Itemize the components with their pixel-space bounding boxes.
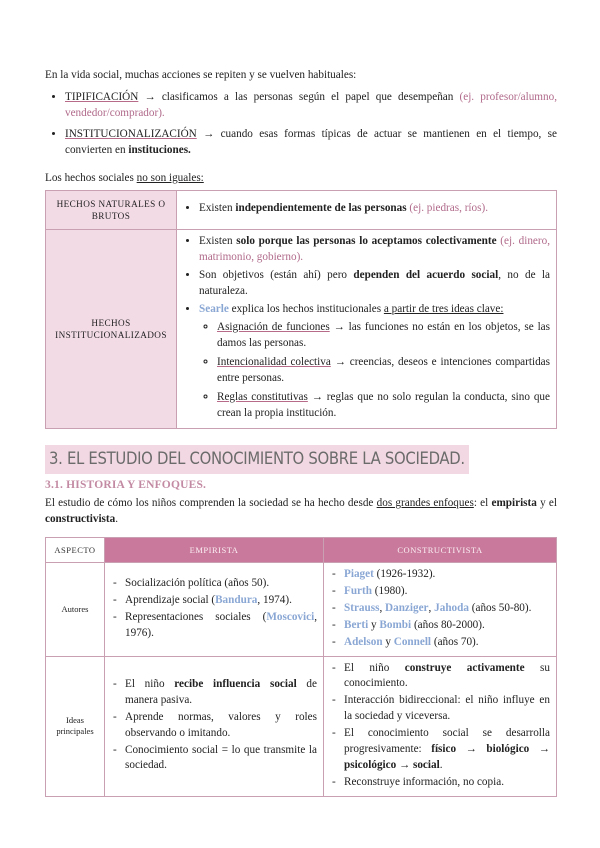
header-aspecto: ASPECTO: [46, 537, 105, 562]
cell-constructivista-autores: [324, 562, 557, 656]
lead-paragraph: [45, 496, 557, 528]
text: (1926-1932).: [373, 567, 436, 580]
hechos-lead-text: Los hechos sociales: [45, 171, 137, 184]
concept-list: [45, 90, 557, 159]
list-item: [199, 302, 550, 421]
ideas-list: [199, 320, 550, 421]
tipificacion-text: → clasificamos a las personas según el papel que desempeñan: [138, 90, 460, 103]
text: El niño: [125, 677, 175, 690]
page-content: [45, 68, 557, 797]
author-piaget: Piaget: [344, 567, 374, 580]
example-text: (ej. piedras, ríos).: [406, 202, 489, 215]
list-item: [125, 743, 317, 775]
text: Conocimiento social = lo que transmite la sociedad.: [125, 743, 317, 772]
idea-text: → creencias, deseos e intenciones compartidas entre personas.: [217, 355, 550, 384]
term-institucionalizacion: INSTITUCIONALIZACIÓN: [65, 127, 197, 140]
list-item: [199, 268, 550, 300]
text: ,: [379, 601, 386, 614]
bold-text: construye activamente: [404, 661, 525, 674]
author-connell: Connell: [393, 635, 432, 648]
list-item: [344, 567, 550, 583]
text: , 1974).: [257, 593, 292, 606]
text: Interacción bidireccional: el niño influye en la sociedad y viceversa.: [344, 694, 550, 723]
tipificacion-example: (ej. profesor/alumno, vendedor/comprador).: [65, 90, 557, 119]
underlined-text: dos grandes enfoques: [376, 497, 474, 510]
row-content-institucionalizados: [177, 230, 557, 429]
text: su conocimiento.: [344, 661, 550, 690]
list-item: [217, 390, 550, 422]
bold-text: constructivista: [45, 513, 116, 526]
text: Existen: [199, 235, 237, 248]
list-item: [344, 601, 550, 617]
list-item: [125, 610, 317, 642]
text: (años 70).: [431, 635, 479, 648]
author-bombi: Bombi: [379, 618, 412, 631]
text: Socialización política (años 50).: [125, 576, 270, 589]
list-item: [344, 775, 550, 791]
text: , no de la naturaleza.: [199, 269, 551, 298]
row-label-autores: Autores: [46, 562, 105, 656]
text: Reconstruye información, no copia.: [344, 775, 504, 788]
text: El conocimiento social se desarrolla progresivamente:: [344, 727, 550, 756]
institucionalizacion-bold: instituciones.: [128, 143, 191, 156]
idea-text: → las funciones no están en los objetos, se las damos las personas.: [217, 320, 550, 349]
text: ,: [428, 601, 435, 614]
text: .: [439, 758, 443, 771]
hechos-lead: [45, 171, 557, 187]
text: (años 50-80).: [468, 601, 532, 614]
idea-term: Intencionalidad colectiva: [217, 355, 331, 368]
list-item-institucionalizacion: [65, 127, 557, 159]
text: y: [368, 618, 380, 631]
table-row: [46, 191, 557, 230]
list-item: [199, 201, 550, 217]
author-strauss: Strauss: [344, 601, 380, 614]
bold-text: empirista: [491, 497, 537, 510]
table-row: [46, 656, 557, 796]
subsection-title: 3.1. HISTORIA Y ENFOQUES.: [45, 478, 207, 491]
bold-text: recibe influencia social: [174, 677, 297, 690]
list-item: [344, 726, 550, 774]
row-label-naturales: HECHOS NATURALES O BRUTOS: [46, 191, 177, 230]
author-searle: Searle: [199, 303, 229, 316]
table-row: [46, 562, 557, 656]
section-title: 3. EL ESTUDIO DEL CONOCIMIENTO SOBRE LA SOCIEDAD.: [45, 445, 469, 473]
table-row: [46, 230, 557, 429]
text: , 1976).: [125, 610, 317, 639]
list-item-tipificacion: [65, 90, 557, 122]
intro-paragraph: En la vida social, muchas acciones se repiten y se vuelven habituales:: [45, 69, 357, 81]
list-item: [344, 584, 550, 600]
author-furth: Furth: [344, 584, 372, 597]
text: Aprendizaje social (: [125, 593, 216, 606]
row-label-institucionalizados: HECHOS INSTITUCIONALIZADOS: [46, 230, 177, 429]
header-empirista: EMPIRISTA: [105, 537, 324, 562]
author-moscovici: Moscovici: [266, 610, 315, 623]
list-item: [344, 635, 550, 651]
list-item: [125, 677, 317, 709]
row-content-naturales: [177, 191, 557, 230]
text: : el: [473, 497, 492, 510]
text: (años 80-2000).: [411, 618, 485, 631]
bold-text: físico → biológico → psicológico → social: [344, 743, 550, 771]
list-item: [344, 661, 550, 693]
row-label-ideas: Ideas principales: [46, 656, 105, 796]
example-text: (ej. dinero, matrimonio, gobierno).: [199, 235, 550, 264]
term-tipificacion: TIPIFICACIÓN: [65, 90, 139, 103]
table-header-row: [46, 537, 557, 562]
text: y el: [536, 497, 558, 510]
bold-text: solo porque las personas lo aceptamos colectivamente: [236, 235, 497, 248]
text: Existen: [199, 202, 236, 215]
bold-text: dependen del acuerdo social: [353, 269, 499, 282]
list-item: [217, 355, 550, 387]
text: y: [382, 635, 394, 648]
text: Son objetivos (están ahí) pero: [199, 269, 354, 282]
idea-term: Asignación de funciones: [217, 320, 330, 333]
text: explica los hechos institucionales: [228, 303, 384, 316]
cell-constructivista-ideas: [324, 656, 557, 796]
text: El estudio de cómo los niños comprenden la sociedad se ha hecho desde: [45, 497, 377, 510]
text: de manera pasiva.: [125, 677, 317, 706]
text: Representaciones sociales (: [125, 610, 267, 623]
author-bandura: Bandura: [215, 593, 258, 606]
list-item: [344, 618, 550, 634]
text: .: [115, 513, 119, 526]
author-jahoda: Jahoda: [434, 601, 469, 614]
list-item: [125, 576, 317, 592]
cell-empirista-autores: [105, 562, 324, 656]
hechos-table: [45, 190, 557, 429]
list-item: [217, 320, 550, 352]
text: (1980).: [371, 584, 408, 597]
text: El niño: [344, 661, 405, 674]
hechos-lead-underlined: no son iguales:: [136, 171, 204, 184]
author-berti: Berti: [344, 618, 369, 631]
underlined-text: a partir de tres ideas clave:: [383, 303, 504, 316]
text: Aprende normas, valores y roles observando o imitando.: [125, 710, 317, 739]
list-item: [125, 710, 317, 742]
institucionalizacion-text: → cuando esas formas típicas de actuar se mantienen en el tiempo, se convierten en: [65, 127, 557, 156]
cell-empirista-ideas: [105, 656, 324, 796]
author-danziger: Danziger: [385, 601, 429, 614]
idea-term: Reglas constitutivas: [217, 390, 308, 403]
header-constructivista: CONSTRUCTIVISTA: [324, 537, 557, 562]
list-item: [199, 234, 550, 266]
bold-text: independientemente de las personas: [235, 202, 407, 215]
list-item: [125, 593, 317, 609]
list-item: [344, 693, 550, 725]
idea-text: → reglas que no solo regulan la conducta, sino que crean la propia institución.: [217, 390, 550, 419]
author-adelson: Adelson: [344, 635, 383, 648]
enfoques-table: [45, 537, 557, 797]
